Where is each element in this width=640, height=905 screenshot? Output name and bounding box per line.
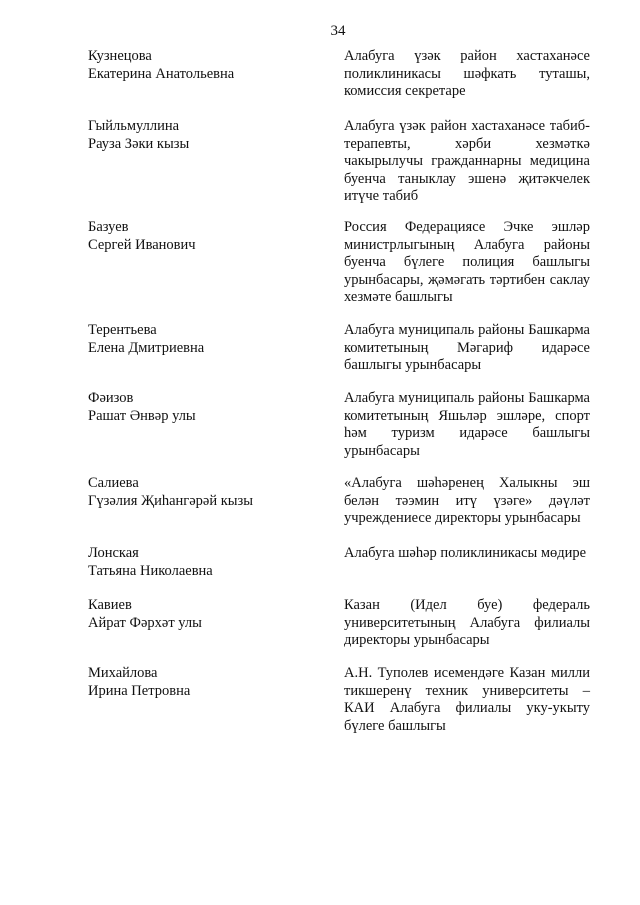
position-description: Алабуга үзәк район хастаханәсе табиб-терапевты, хәрби хезмәткә чакырылучы гражданнарны медицина буенча таныклау эшенә җитәкчелек итүче табиб [344,118,590,204]
position-description: «Алабуга шәһәренең Халыкны эш белән тәэмин итү үзәге» дәүләт учреждениесе директоры урынбасары [344,475,590,526]
surname: Гыйльмуллина [88,118,180,134]
given-names: Гүзәлия Җиһангәрәй кызы [88,492,253,509]
person-name [88,219,328,254]
given-names: Елена Дмитриевна [88,339,205,356]
position-description: Казан (Идел буе) федераль университетының Алабуга филиалы директоры урынбасары [344,597,590,648]
surname: Кузнецова [88,48,152,64]
person-name [88,48,328,83]
position-description: Россия Федерациясе Эчке эшләр министрлыгының Алабуга районы буенча бүлеге полиция башлыгы урынбасары, җәмәгать тәртибен саклау хезмәте башлыгы [344,219,590,305]
person-name [88,665,328,700]
position-description: Алабуга муниципаль районы Башкарма комитетының Яшьләр эшләре, спорт һәм туризм идарәсе башлыгы урынбасары [344,390,590,459]
person-name [88,545,328,580]
position-description: Алабуга муниципаль районы Башкарма комитетының Мәгариф идарәсе башлыгы урынбасары [344,322,590,373]
surname: Кавиев [88,597,132,613]
given-names: Екатерина Анатольевна [88,65,235,82]
position-description: А.Н. Туполев исемендәге Казан милли тикшеренү техник университеты – КАИ Алабуга филиалы уку-укыту бүлеге башлыгы [344,665,590,734]
given-names: Рауза Зәки кызы [88,135,190,152]
person-name [88,118,328,153]
surname: Михайлова [88,665,158,681]
page-number: 34 [330,23,346,39]
given-names: Сергей Иванович [88,236,196,253]
position-description: Алабуга шәһәр поликлиникасы мөдире [344,545,587,561]
person-name [88,597,328,632]
person-name [88,322,328,357]
surname: Фәизов [88,390,134,406]
surname: Лонская [88,545,139,561]
surname: Базуев [88,219,129,235]
given-names: Татьяна Николаевна [88,562,213,579]
given-names: Ирина Петровна [88,682,191,699]
surname: Терентьева [88,322,157,338]
given-names: Айрат Фәрхәт улы [88,614,202,631]
person-name [88,475,328,510]
surname: Салиева [88,475,139,491]
given-names: Рашат Әнвәр улы [88,407,196,424]
person-name [88,390,328,425]
position-description: Алабуга үзәк район хастаханәсе поликлиникасы шәфкать туташы, комиссия секретаре [344,48,590,99]
